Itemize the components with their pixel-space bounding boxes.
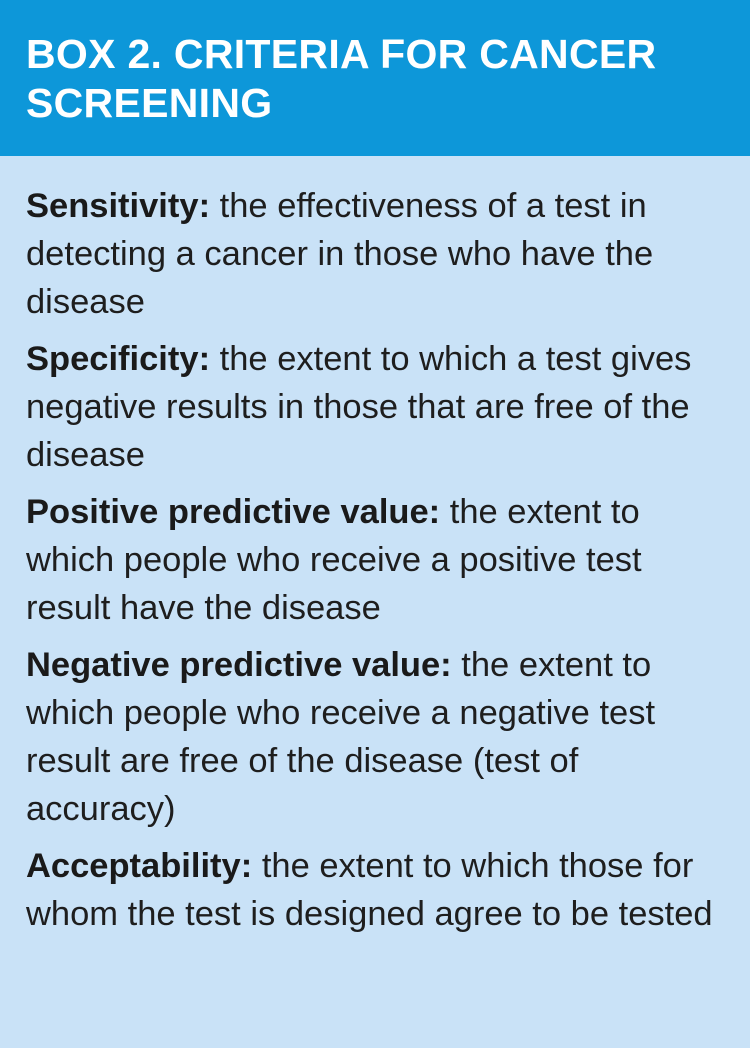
- entry-term: Sensitivity:: [26, 187, 211, 225]
- entry-definition: the extent to which people who receive a negative test result are free of the disease (test of accuracy): [26, 646, 656, 828]
- entry-definition: the extent to which those for whom the test is designed agree to be tested: [26, 847, 713, 933]
- entry-positive-predictive-value: [26, 488, 750, 632]
- entry-term: Negative predictive value:: [26, 646, 452, 684]
- entry-specificity: [26, 335, 750, 479]
- entry-negative-predictive-value: [26, 641, 750, 833]
- entry-sensitivity: [26, 182, 750, 326]
- entry-definition: the effectiveness of a test in detecting a cancer in those who have the disease: [26, 187, 654, 321]
- entry-definition: the extent to which a test gives negative results in those that are free of the disease: [26, 340, 692, 474]
- entry-acceptability: [26, 842, 750, 938]
- entry-term: Positive predictive value:: [26, 493, 441, 531]
- box-title: BOX 2. CRITERIA FOR CANCER SCREENING: [26, 31, 657, 126]
- entry-term: Specificity:: [26, 340, 211, 378]
- entry-term: Acceptability:: [26, 847, 253, 885]
- entry-definition: the extent to which people who receive a positive test result have the disease: [26, 493, 642, 627]
